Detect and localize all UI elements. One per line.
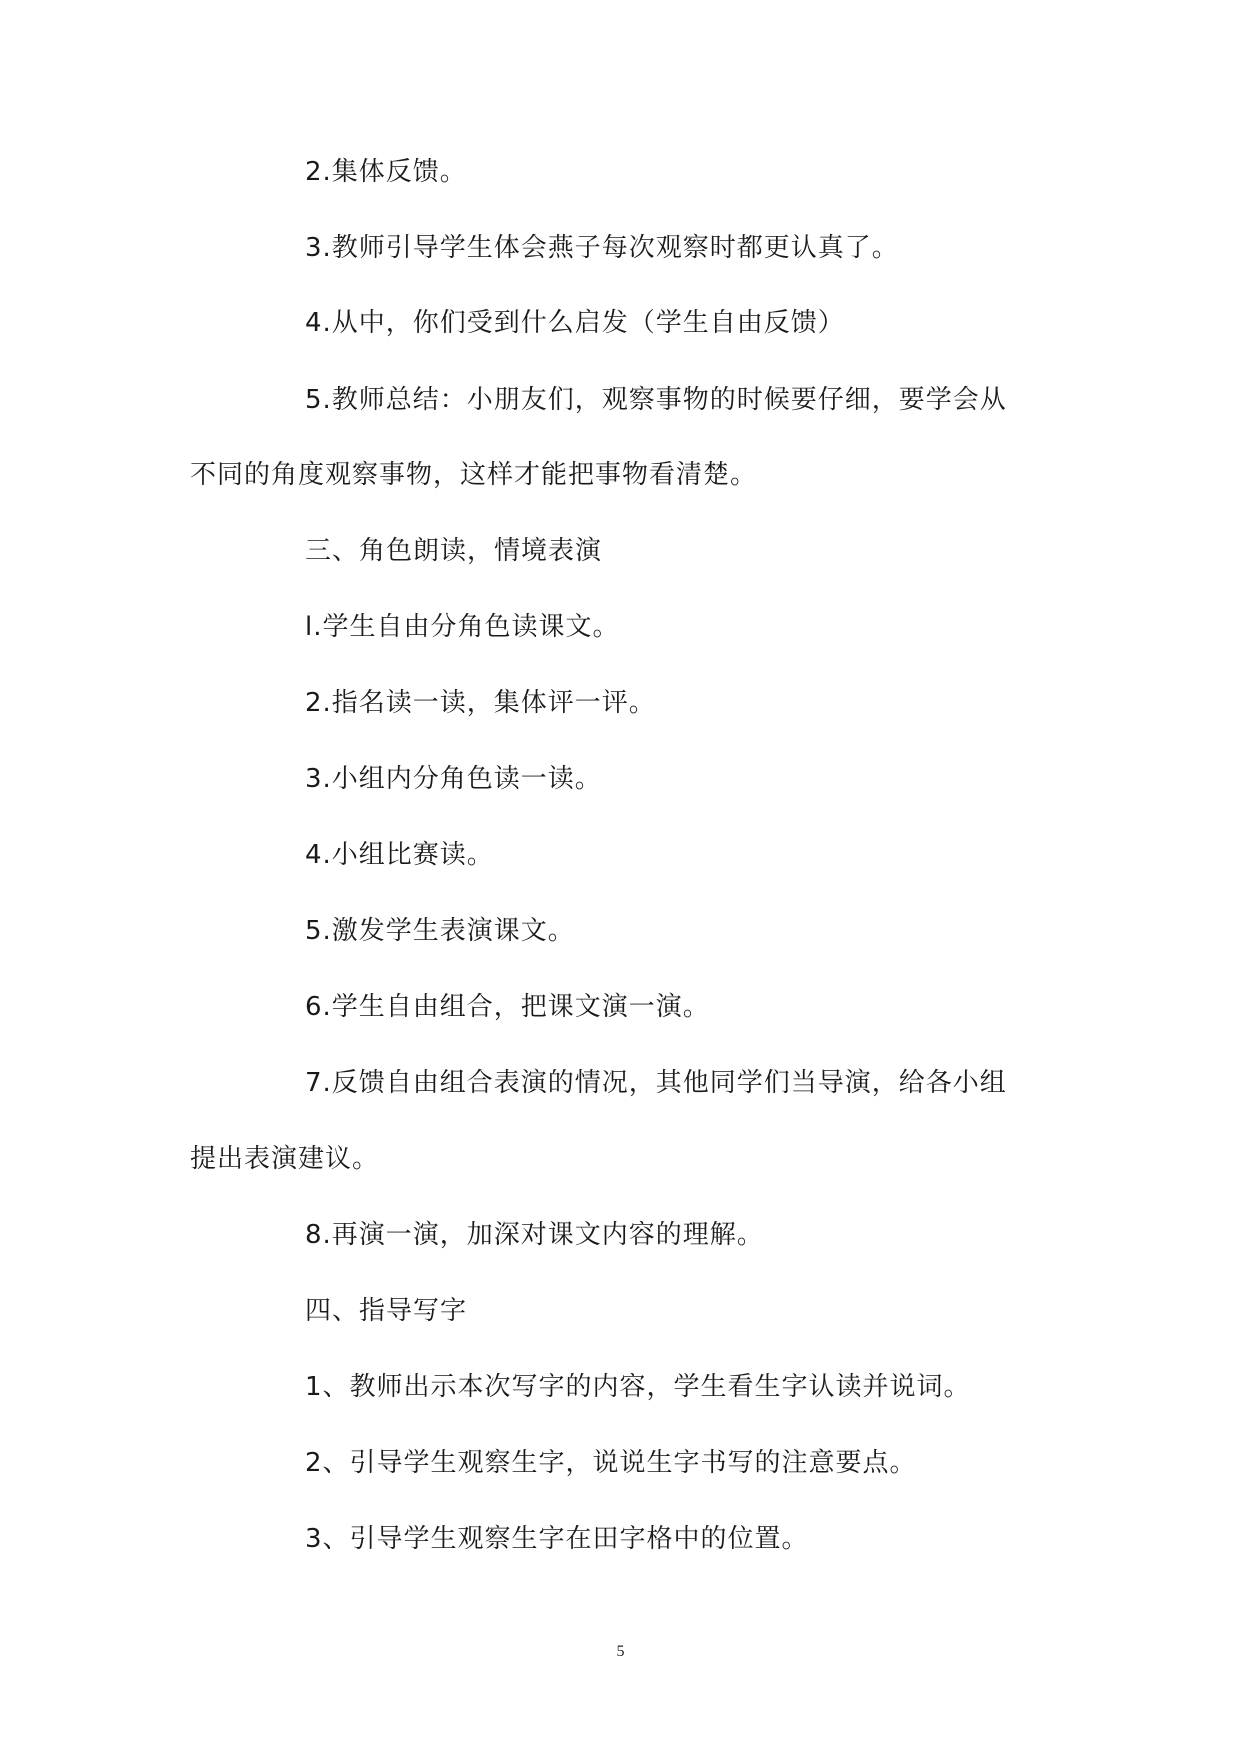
list-item: 1、教师出示本次写字的内容，学生看生字认读并说词。 [305,1372,971,1402]
list-item: 3、引导学生观察生字在田字格中的位置。 [305,1524,809,1554]
list-item: 6.学生自由组合，把课文演一演。 [305,992,710,1022]
list-item-continuation: 提出表演建议。 [190,1144,380,1174]
list-item: 5.激发学生表演课文。 [305,916,575,946]
list-item: 8.再演一演，加深对课文内容的理解。 [305,1220,764,1250]
list-item: 4.从中，你们受到什么启发（学生自由反馈） [305,308,845,338]
section-heading: 四、指导写字 [305,1296,468,1326]
list-item-continuation: 不同的角度观察事物，这样才能把事物看清楚。 [190,460,758,490]
list-item: 7.反馈自由组合表演的情况，其他同学们当导演，给各小组 [305,1068,1007,1098]
list-item: 2.集体反馈。 [305,157,467,187]
list-item: 3.小组内分角色读一读。 [305,764,602,794]
list-item: l.学生自由分角色读课文。 [305,612,620,642]
list-item: 2、引导学生观察生字，说说生字书写的注意要点。 [305,1448,917,1478]
list-item: 2.指名读一读，集体评一评。 [305,688,656,718]
list-item: 3.教师引导学生体会燕子每次观察时都更认真了。 [305,233,899,263]
section-heading: 三、角色朗读，情境表演 [305,536,603,566]
page-number: 5 [616,1643,625,1660]
list-item: 4.小组比赛读。 [305,840,494,870]
list-item: 5.教师总结：小朋友们，观察事物的时候要仔细，要学会从 [305,385,1007,415]
